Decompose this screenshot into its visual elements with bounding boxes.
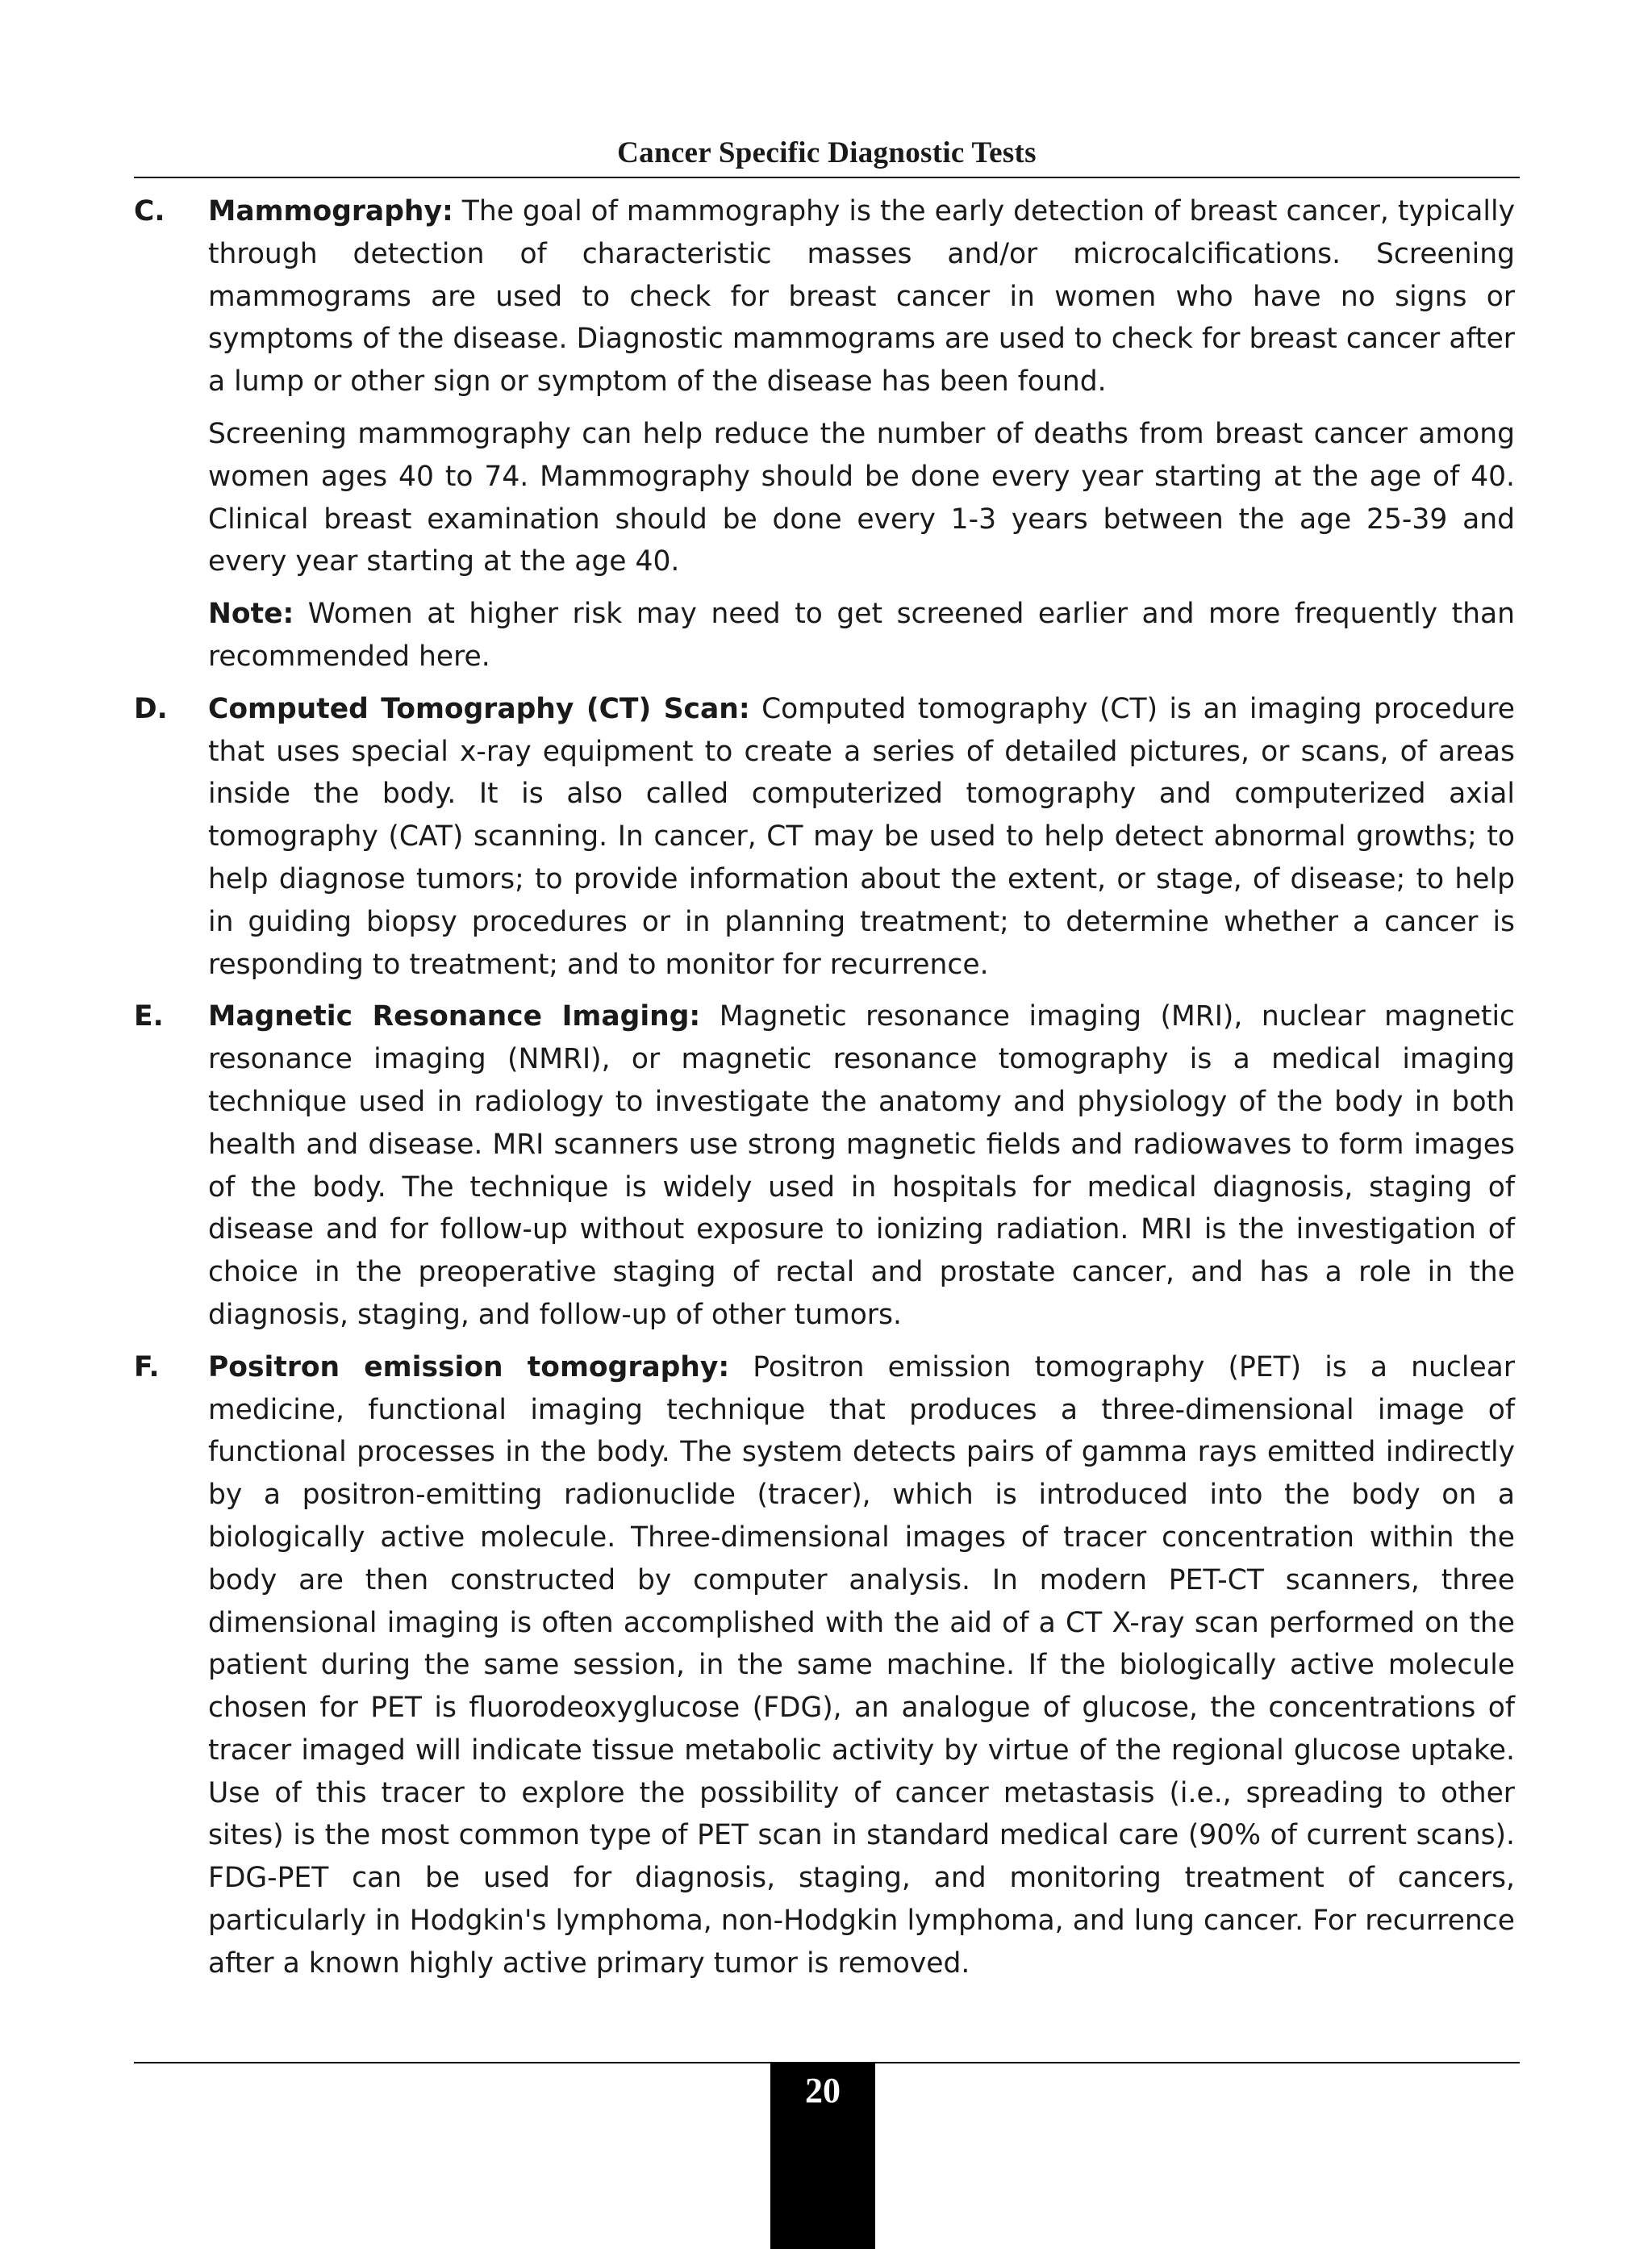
note-paragraph — [208, 593, 1515, 678]
section-letter: E. — [134, 1000, 164, 1033]
running-header-title: Cancer Specific Diagnostic Tests — [617, 136, 1037, 169]
section-letter: D. — [134, 692, 168, 725]
page-number: 20 — [805, 2071, 841, 2110]
page-content — [134, 190, 1515, 1995]
section-paragraph-screening: Screening mammography can help reduce the number of deaths from breast cancer among women ages 40 to 74. Mammography should be done every year starting at the age of 40. Clinical breast examination should be done every 1-3 years between the age 25-39 and every year starting at the age 40. — [208, 417, 1515, 578]
section-letter: C. — [134, 195, 165, 227]
note-label: Note: — [208, 598, 294, 631]
section-text: Positron emission tomography (PET) is a nuclear medicine, functional imaging technique that produces a three-dimensional image of functional processes in the body. The system detects pairs of gamma rays emitted indirectly by a positron-emitting radionuclide (tracer), which is introduced into the body on a biologically active molecule. Three-dimensional images of tracer concentration within the body are then constructed by computer analysis. In modern PET-CT scanners, three dimensional imaging is often accomplished with the aid of a CT X-ray scan performed on the patient during the same session, in the same machine. If the biologically active molecule chosen for PET is fluorodeoxyglucose (FDG), an analogue of glucose, the concentrations of tracer imaged will indicate tissue metabolic activity by virtue of the regional glucose uptake. Use of this tracer to explore the possibility of cancer metastasis (i.e., spreading to other sites) is the most common type of PET scan in standard medical care (90% of current scans). FDG-PET can be used for diagnosis, staging, and monitoring treatment of cancers, particularly in Hodgkin's lymphoma, non-Hodgkin lymphoma, and lung cancer. For recurrence after a known highly active primary tumor is removed. — [208, 1350, 1516, 1980]
section-paragraph — [208, 995, 1515, 1336]
note-text: Women at higher risk may need to get screened earlier and more frequently than recommended here. — [208, 598, 1515, 673]
header-divider — [134, 177, 1520, 178]
section-mammography — [134, 190, 1515, 678]
section-paragraph — [208, 688, 1515, 987]
section-ct-scan — [134, 688, 1515, 987]
section-text: Magnetic resonance imaging (MRI), nuclear magnetic resonance imaging (NMRI), or magnetic resonance tomography is a medical imaging technique used in radiology to investigate the anatomy and physiology of the body in both health and disease. MRI scanners use strong magnetic fields and radiowaves to form images of the body. The technique is widely used in hospitals for medical diagnosis, staging of disease and for follow-up without exposure to ionizing radiation. MRI is the investigation of choice in the preoperative staging of rectal and prostate cancer, and has a role in the diagnosis, staging, and follow-up of other tumors. — [208, 1000, 1515, 1331]
section-term: Positron emission tomography: — [208, 1350, 730, 1383]
section-text: The goal of mammography is the early detection of breast cancer, typically through detection of characteristic masses and/or microcalcifications. Screening mammograms are used to check for breast cancer in women who have no signs or symptoms of the disease. Diagnostic mammograms are used to check for breast cancer after a lump or other sign or symptom of the disease has been found. — [208, 195, 1515, 398]
section-mri — [134, 995, 1515, 1336]
section-paragraph — [208, 1346, 1515, 1985]
section-pet — [134, 1346, 1515, 1985]
section-term: Magnetic Resonance Imaging: — [208, 1000, 701, 1033]
section-letter: F. — [134, 1350, 160, 1383]
section-term: Mammography: — [208, 195, 453, 227]
section-term: Computed Tomography (CT) Scan: — [208, 692, 750, 725]
page-number-box — [770, 2062, 875, 2249]
section-text: Computed tomography (CT) is an imaging procedure that uses special x-ray equipment to create a series of detailed pictures, or scans, of areas inside the body. It is also called computerized tomography and computerized axial tomography (CAT) scanning. In cancer, CT may be used to help detect abnormal growths; to help diagnose tumors; to provide information about the extent, or stage, of disease; to help in guiding biopsy procedures or in planning treatment; to determine whether a cancer is responding to treatment; and to monitor for recurrence. — [208, 692, 1515, 981]
section-paragraph — [208, 190, 1515, 403]
